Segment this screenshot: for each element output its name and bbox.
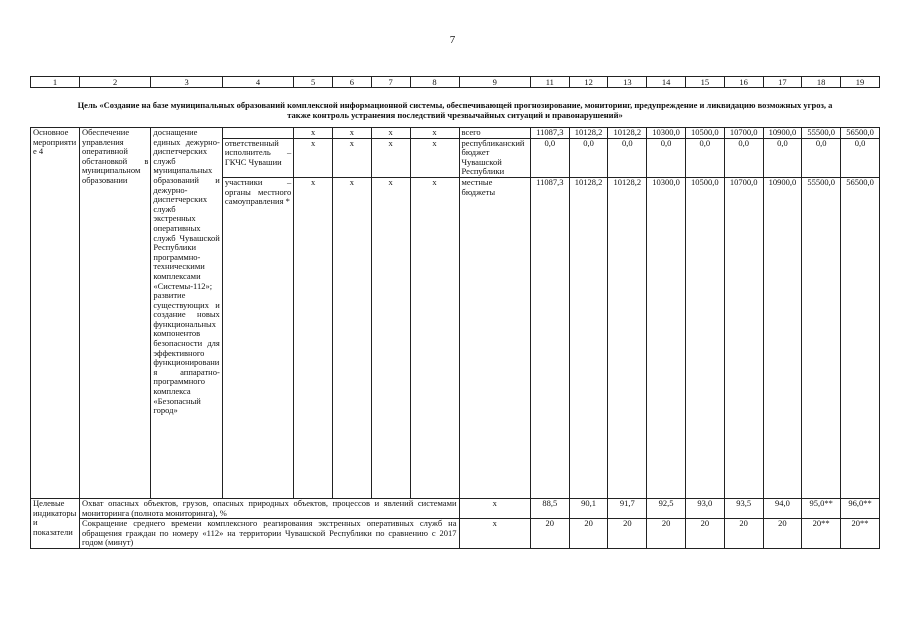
header-cell: 2 [79,77,150,88]
header-cell: 19 [841,77,880,88]
value-cell: 93,0 [685,498,724,518]
header-cell: 18 [802,77,841,88]
event-status: Основное мероприятие 4 [31,128,80,499]
value-cell: 20 [685,519,724,549]
value-cell: 91,7 [608,498,647,518]
value-cell: 20 [647,519,686,549]
code-cell: х [294,138,333,177]
value-cell: 10300,0 [647,128,686,139]
value-cell: 20** [802,519,841,549]
value-cell: 0,0 [647,138,686,177]
indicator-code: х [459,498,530,518]
goal-text: Цель «Создание на базе муниципальных образований комплексной информационной системы, обеспечивающей прогнозирование, мониторинг, предупреждение и ликвидацию возможных угроз, а также контроль устранения последствий чрезвычайных ситуаций и правонарушений» [31,88,880,128]
header-cell: 16 [724,77,763,88]
indicators-label: Целевые индикаторы и показатели [31,498,80,548]
header-cell: 4 [222,77,293,88]
value-cell: 10700,0 [724,128,763,139]
value-cell: 92,5 [647,498,686,518]
code-cell: х [410,177,459,498]
value-cell: 0,0 [685,138,724,177]
header-cell: 1 [31,77,80,88]
value-cell: 10700,0 [724,177,763,498]
value-cell: 20** [841,519,880,549]
value-cell: 90,1 [569,498,608,518]
value-cell: 10300,0 [647,177,686,498]
indicator-row [31,519,880,549]
indicator-text: Охват опасных объектов, грузов, опасных природных объектов, процессов и явлений системами мониторинга (полнота мониторинга), % [79,498,459,518]
value-cell: 0,0 [763,138,802,177]
value-cell: 10128,2 [569,128,608,139]
goal-row [31,88,880,128]
header-cell: 3 [151,77,222,88]
executor-cell: ответственный исполнитель – ГКЧС Чувашии [222,138,293,177]
value-cell: 10900,0 [763,177,802,498]
header-cell: 12 [569,77,608,88]
code-cell: х [371,138,410,177]
column-number-header [31,77,880,88]
code-cell: х [294,177,333,498]
executor-cell [222,128,293,139]
code-cell: х [410,128,459,139]
value-cell: 0,0 [841,138,880,177]
value-cell: 0,0 [569,138,608,177]
value-cell: 10900,0 [763,128,802,139]
header-cell: 11 [530,77,569,88]
header-cell: 14 [647,77,686,88]
value-cell: 96,0** [841,498,880,518]
value-cell: 93,5 [724,498,763,518]
value-cell: 95,0** [802,498,841,518]
value-cell: 10500,0 [685,128,724,139]
indicator-code: х [459,519,530,549]
header-cell: 8 [410,77,459,88]
value-cell: 10128,2 [608,177,647,498]
executor-cell: участники – органы местного самоуправления * [222,177,293,498]
page-number: 7 [449,34,456,46]
code-cell: х [410,138,459,177]
header-cell: 9 [459,77,530,88]
value-cell: 20 [608,519,647,549]
indicator-text: Сокращение среднего времени комплексного реагирования экстренных оперативных служб на обращения граждан по номеру «112» на территории Чувашской Республики по сравнению с 2017 годом (минут) [79,519,459,549]
program-table [30,76,880,549]
code-cell: х [294,128,333,139]
value-cell: 10500,0 [685,177,724,498]
header-cell: 17 [763,77,802,88]
value-cell: 10128,2 [569,177,608,498]
value-cell: 20 [530,519,569,549]
value-cell: 56500,0 [841,128,880,139]
header-cell: 7 [371,77,410,88]
source-cell: местные бюджеты [459,177,530,498]
code-cell: х [333,138,372,177]
header-cell: 6 [333,77,372,88]
value-cell: 0,0 [724,138,763,177]
value-cell: 20 [569,519,608,549]
code-cell: х [333,177,372,498]
value-cell: 0,0 [608,138,647,177]
code-cell: х [333,128,372,139]
value-cell: 55500,0 [802,128,841,139]
value-cell: 20 [763,519,802,549]
value-cell: 94,0 [763,498,802,518]
value-cell: 0,0 [802,138,841,177]
value-cell: 55500,0 [802,177,841,498]
value-cell: 20 [724,519,763,549]
event-row-total [31,128,880,139]
header-cell: 13 [608,77,647,88]
value-cell: 10128,2 [608,128,647,139]
event-description: доснащение единых дежурно-диспетчерских служб муниципальных образований и дежурно-диспетчерских служб экстренных оперативных служб Чувашской Республики программно-техническими комплексами «Системы-112»; развитие существующих и создание новых функциональных компонентов безопасности для эффективного функционирования аппаратно-программного комплекса «Безопасный город» [151,128,222,499]
header-cell: 15 [685,77,724,88]
source-cell: всего [459,128,530,139]
value-cell: 56500,0 [841,177,880,498]
event-name: Обеспечение управления оперативной обстановкой в муниципальном образовании [79,128,150,499]
indicator-row [31,498,880,518]
code-cell: х [371,177,410,498]
header-cell: 5 [294,77,333,88]
code-cell: х [371,128,410,139]
value-cell: 11087,3 [530,177,569,498]
source-cell: республиканский бюджет Чувашской Республики [459,138,530,177]
value-cell: 88,5 [530,498,569,518]
value-cell: 11087,3 [530,128,569,139]
value-cell: 0,0 [530,138,569,177]
